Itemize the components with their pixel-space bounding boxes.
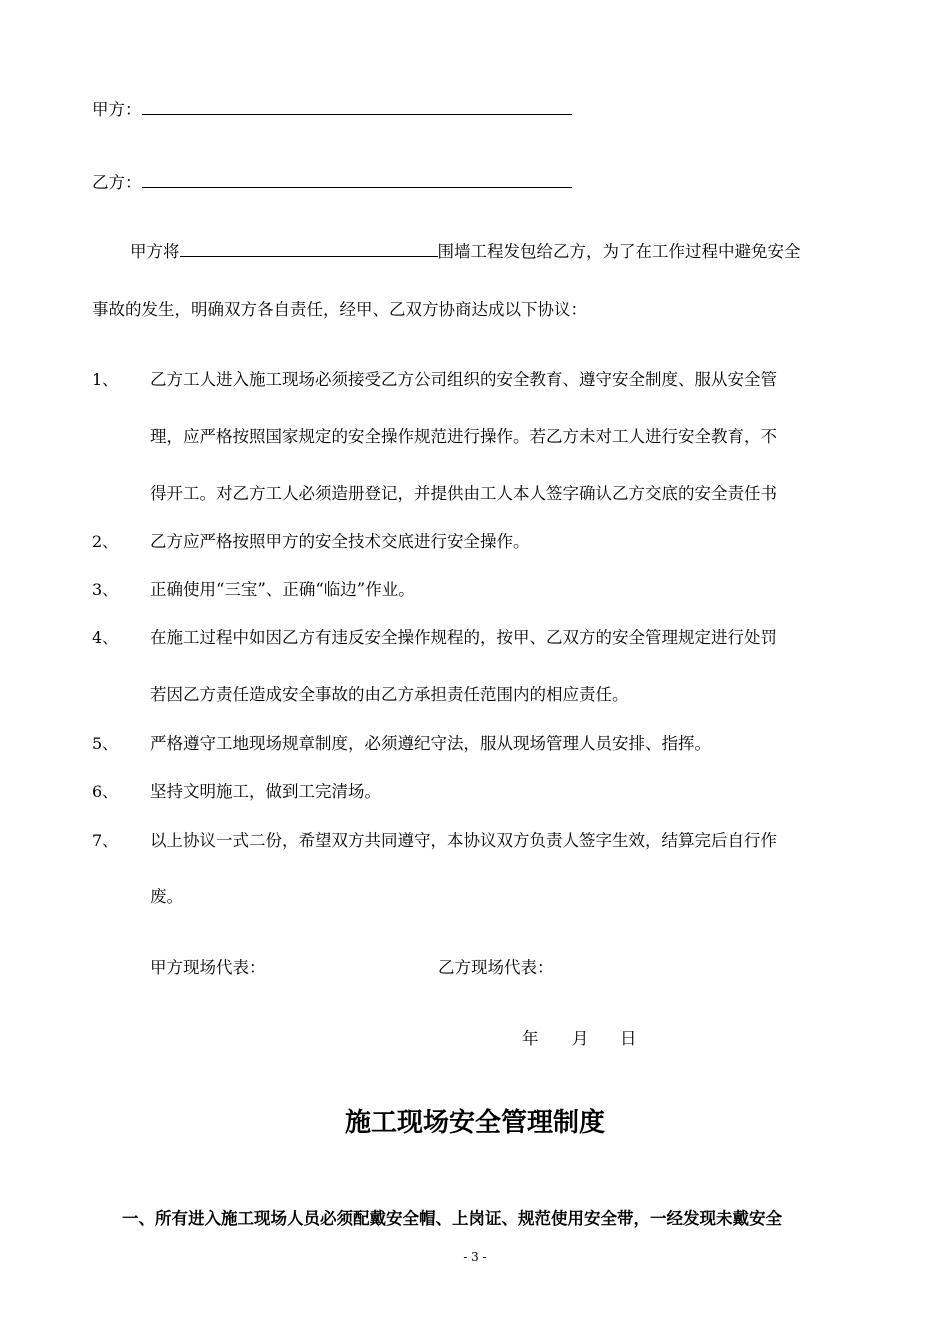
item-7-number: 7、 bbox=[92, 831, 119, 850]
intro-suffix: 围墙工程发包给乙方，为了在工作过程中避免安全 bbox=[437, 242, 801, 261]
party-b-rep-label: 乙方现场代表： bbox=[438, 958, 554, 977]
item-2-line-1: 乙方应严格按照甲方的安全技术交底进行安全操作。 bbox=[150, 532, 530, 551]
intro-line-2-text: 事故的发生，明确双方各自责任，经甲、乙双方协商达成以下协议： bbox=[92, 300, 587, 319]
item-1-line-2: 理，应严格按照国家规定的安全操作规范进行操作。若乙方未对工人进行安全教育，不 bbox=[150, 427, 777, 446]
item-4-line-1: 在施工过程中如因乙方有违反安全操作规程的，按甲、乙双方的安全管理规定进行处罚 bbox=[150, 628, 777, 647]
item-6-line-1: 坚持文明施工，做到工完清场。 bbox=[150, 782, 381, 801]
party-a-label: 甲方： bbox=[92, 100, 142, 119]
intro-prefix: 甲方将 bbox=[130, 242, 180, 261]
item-7-line-2: 废。 bbox=[150, 887, 183, 906]
item-3-line-1: 正确使用“三宝”、正确“临边”作业。 bbox=[150, 580, 415, 599]
party-b-label: 乙方： bbox=[92, 173, 142, 192]
party-b-line bbox=[92, 173, 572, 193]
item-2-number: 2、 bbox=[92, 532, 119, 551]
item-1-line-1: 乙方工人进入施工现场必须接受乙方公司组织的安全教育、遵守安全制度、服从安全管 bbox=[150, 370, 777, 389]
party-b-blank bbox=[142, 173, 572, 188]
intro-line-2 bbox=[92, 300, 587, 320]
section-title: 施工现场安全管理制度 bbox=[344, 1108, 605, 1138]
item-6-number: 6、 bbox=[92, 782, 119, 801]
party-a-rep-label: 甲方现场代表： bbox=[150, 958, 266, 977]
section-first-line: 一、所有进入施工现场人员必须配戴安全帽、上岗证、规范使用安全带，一经发现未戴安全 bbox=[122, 1209, 782, 1228]
item-3-number: 3、 bbox=[92, 580, 119, 599]
item-4-line-2: 若因乙方责任造成安全事故的由乙方承担责任范围内的相应责任。 bbox=[150, 685, 629, 704]
date-month: 月 bbox=[572, 1029, 589, 1048]
item-4-number: 4、 bbox=[92, 628, 119, 647]
item-5-number: 5、 bbox=[92, 734, 119, 753]
item-5-line-1: 严格遵守工地现场规章制度，必须遵纪守法，服从现场管理人员安排、指挥。 bbox=[150, 734, 711, 753]
item-1-number: 1、 bbox=[92, 370, 119, 389]
intro-line-1 bbox=[130, 242, 801, 262]
project-name-blank bbox=[180, 242, 438, 257]
page-number: - 3 - bbox=[463, 1250, 487, 1264]
party-a-line bbox=[92, 100, 572, 120]
date-year: 年 bbox=[522, 1029, 539, 1048]
party-a-blank bbox=[142, 100, 572, 115]
date-day: 日 bbox=[620, 1029, 637, 1048]
item-1-line-3: 得开工。对乙方工人必须造册登记，并提供由工人本人签字确认乙方交底的安全责任书 bbox=[150, 484, 777, 503]
item-7-line-1: 以上协议一式二份，希望双方共同遵守，本协议双方负责人签字生效，结算完后自行作 bbox=[150, 831, 777, 850]
